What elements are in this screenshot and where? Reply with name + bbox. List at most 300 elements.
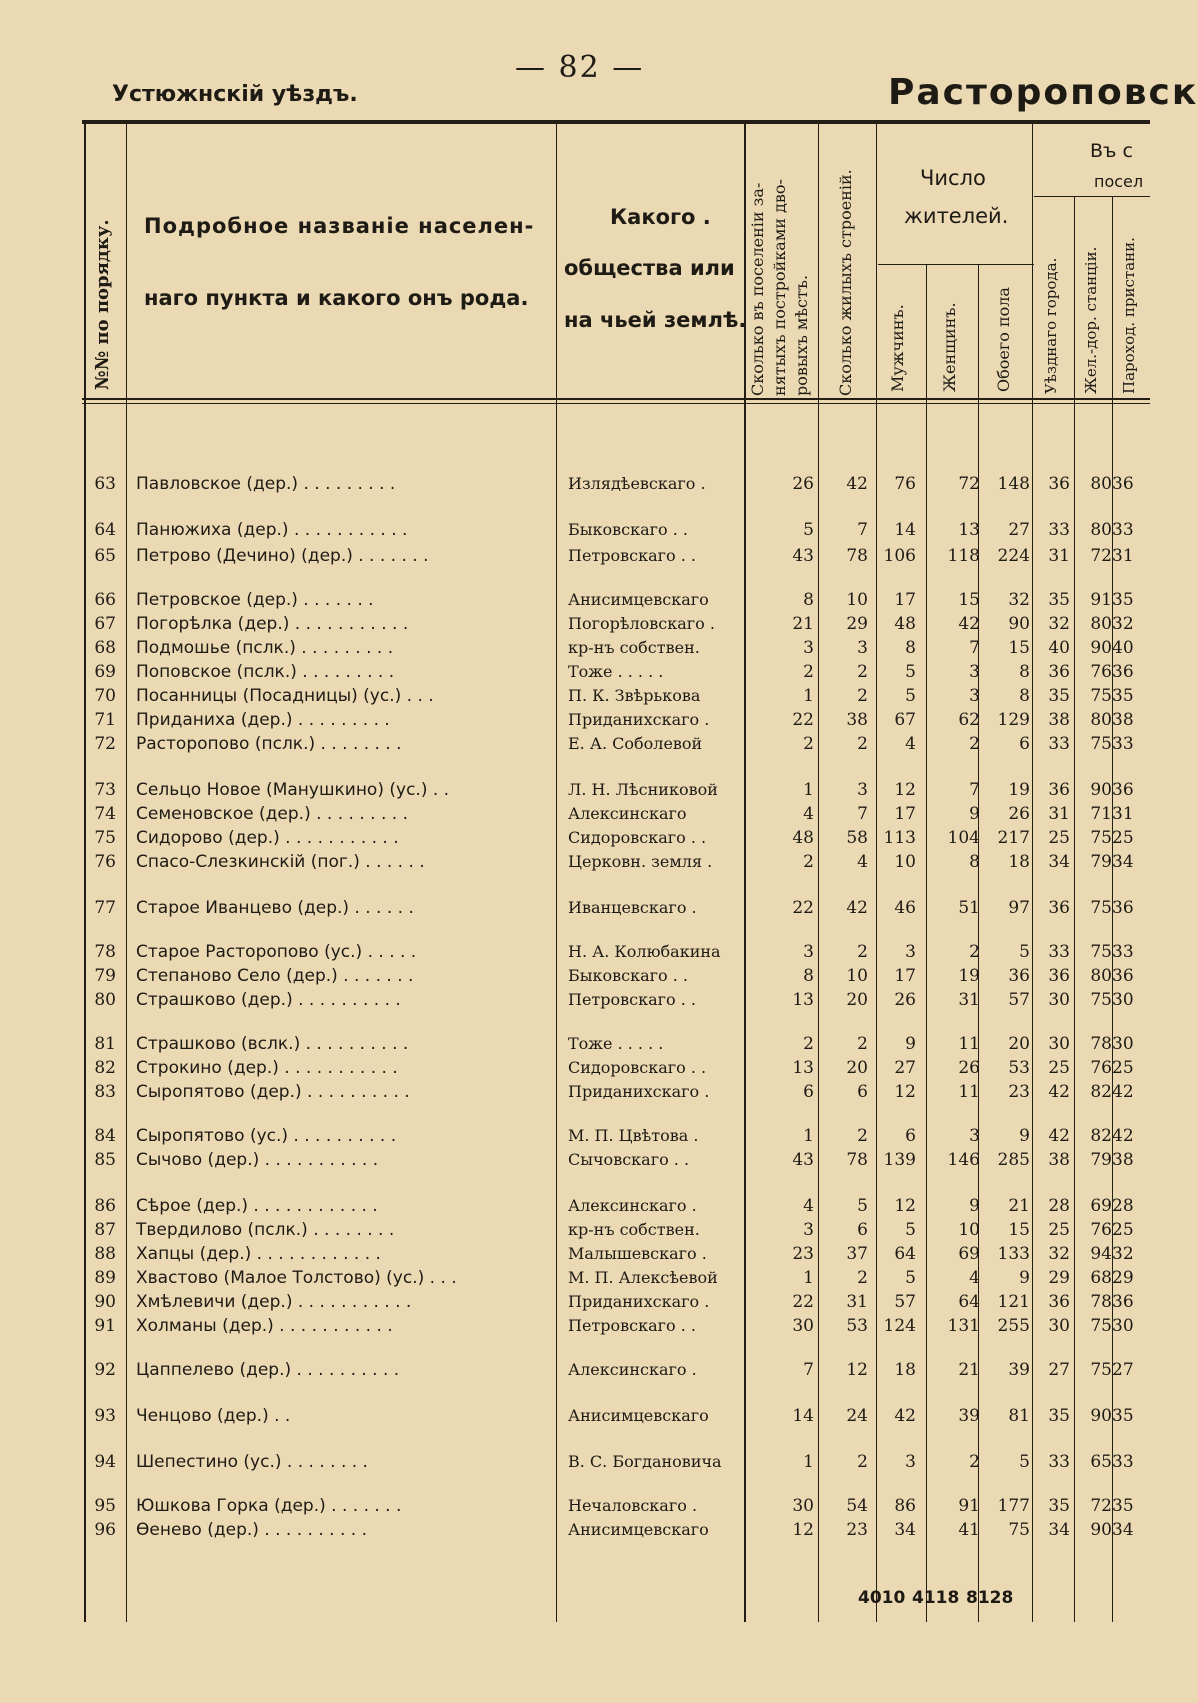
- stroeniy-count: 20: [846, 1058, 868, 1078]
- settlement-name: Сельцо Новое (Манушкино) (ус.) . .: [136, 780, 450, 800]
- dist-railway: 76: [1090, 662, 1112, 682]
- men-count: 10: [894, 852, 916, 872]
- dist-pier: 32: [1112, 614, 1134, 634]
- row-number: 71: [94, 710, 116, 730]
- women-count: 41: [958, 1520, 980, 1540]
- dvory-count: 1: [803, 1452, 814, 1472]
- dist-pier: 36: [1112, 780, 1134, 800]
- women-count: 146: [947, 1150, 980, 1170]
- women-count: 2: [969, 734, 980, 754]
- settlement-name: Холманы (дер.) . . . . . . . . . . .: [136, 1316, 393, 1336]
- stroeniy-count: 4: [857, 852, 868, 872]
- men-count: 86: [894, 1496, 916, 1516]
- dvory-count: 6: [803, 1082, 814, 1102]
- dist-uezd-town: 30: [1048, 990, 1070, 1010]
- total-count: 27: [1008, 520, 1030, 540]
- stroeniy-count: 12: [846, 1360, 868, 1380]
- stroeniy-count: 20: [846, 990, 868, 1010]
- stroeniy-count: 2: [857, 734, 868, 754]
- dist-pier: 30: [1112, 1316, 1134, 1336]
- society-name: Петровскаго . .: [568, 546, 697, 565]
- col-rule-4: [818, 122, 819, 1622]
- women-count: 2: [969, 1452, 980, 1472]
- society-name: Малышевскаго .: [568, 1244, 707, 1263]
- dvory-count: 22: [792, 898, 814, 918]
- settlement-name: Сыропятово (ус.) . . . . . . . . . .: [136, 1126, 397, 1146]
- col-rule-2: [556, 122, 557, 1622]
- dvory-count: 5: [803, 520, 814, 540]
- society-name: В. С. Богдановича: [568, 1452, 722, 1471]
- col-header-stroeniy: Сколько жилыхъ строеній.: [836, 169, 855, 396]
- row-number: 70: [94, 686, 116, 706]
- stroeniy-count: 78: [846, 1150, 868, 1170]
- dist-railway: 80: [1090, 614, 1112, 634]
- women-count: 2: [969, 942, 980, 962]
- women-count: 91: [958, 1496, 980, 1516]
- col-header-paroh: Пароход. пристани.: [1120, 237, 1138, 394]
- society-name: Петровскаго . .: [568, 1316, 697, 1335]
- row-number: 79: [94, 966, 116, 986]
- dist-uezd-town: 35: [1048, 686, 1070, 706]
- col-header-society-1: Какого .: [610, 205, 711, 229]
- dist-railway: 78: [1090, 1034, 1112, 1054]
- settlement-name: Петровское (дер.) . . . . . . .: [136, 590, 374, 610]
- dist-uezd-town: 25: [1048, 1220, 1070, 1240]
- dvory-count: 30: [792, 1316, 814, 1336]
- total-count: 39: [1008, 1360, 1030, 1380]
- settlement-name: Посанницы (Посадницы) (ус.) . . .: [136, 686, 434, 706]
- women-count: 9: [969, 1196, 980, 1216]
- row-number: 96: [94, 1520, 116, 1540]
- total-count: 36: [1008, 966, 1030, 986]
- men-count: 5: [905, 1268, 916, 1288]
- settlement-name: Старое Иванцево (дер.) . . . . . .: [136, 898, 414, 918]
- dist-railway: 80: [1090, 474, 1112, 494]
- society-name: Анисимцевскаго: [568, 590, 709, 609]
- total-count: 97: [1008, 898, 1030, 918]
- dist-railway: 90: [1090, 1406, 1112, 1426]
- men-count: 106: [883, 546, 916, 566]
- men-count: 17: [894, 590, 916, 610]
- total-count: 15: [1008, 638, 1030, 658]
- stroeniy-count: 7: [857, 804, 868, 824]
- society-name: Н. А. Колюбакина: [568, 942, 721, 961]
- men-count: 57: [894, 1292, 916, 1312]
- row-number: 95: [94, 1496, 116, 1516]
- settlement-name: Хмѣлевичи (дер.) . . . . . . . . . . .: [136, 1292, 412, 1312]
- men-count: 26: [894, 990, 916, 1010]
- total-count: 57: [1008, 990, 1030, 1010]
- society-name: Приданихскаго .: [568, 710, 710, 729]
- men-count: 48: [894, 614, 916, 634]
- total-count: 285: [997, 1150, 1030, 1170]
- col-header-zhen: Женщинъ.: [940, 302, 959, 392]
- dist-railway: 90: [1090, 1520, 1112, 1540]
- society-name: Е. А. Соболевой: [568, 734, 703, 753]
- stroeniy-count: 2: [857, 942, 868, 962]
- row-number: 63: [94, 474, 116, 494]
- dist-pier: 40: [1112, 638, 1134, 658]
- dist-uezd-town: 38: [1048, 710, 1070, 730]
- row-number: 90: [94, 1292, 116, 1312]
- dist-uezd-town: 25: [1048, 828, 1070, 848]
- stroeniy-count: 2: [857, 1126, 868, 1146]
- row-number: 77: [94, 898, 116, 918]
- society-name: Погорѣловскаго .: [568, 614, 715, 633]
- society-name: М. П. Алексѣевой: [568, 1268, 718, 1287]
- total-count: 20: [1008, 1034, 1030, 1054]
- women-count: 15: [958, 590, 980, 610]
- dvory-count: 2: [803, 734, 814, 754]
- dvory-count: 48: [792, 828, 814, 848]
- society-name: Иванцевскаго .: [568, 898, 697, 917]
- settlement-name: Ченцово (дер.) . .: [136, 1406, 291, 1426]
- stroeniy-count: 6: [857, 1082, 868, 1102]
- dvory-count: 43: [792, 1150, 814, 1170]
- women-count: 64: [958, 1292, 980, 1312]
- men-count: 17: [894, 966, 916, 986]
- settlement-name: Петрово (Дечино) (дер.) . . . . . . .: [136, 546, 429, 566]
- dist-pier: 36: [1112, 474, 1134, 494]
- men-count: 9: [905, 1034, 916, 1054]
- header-bottom-rule: [82, 398, 1150, 400]
- dist-uezd-town: 33: [1048, 942, 1070, 962]
- settlement-name: Приданиха (дер.) . . . . . . . . .: [136, 710, 390, 730]
- men-count: 18: [894, 1360, 916, 1380]
- settlement-name: Юшкова Горка (дер.) . . . . . . .: [136, 1496, 402, 1516]
- dist-uezd-town: 31: [1048, 546, 1070, 566]
- settlement-name: Страшково (дер.) . . . . . . . . . .: [136, 990, 401, 1010]
- women-count: 10: [958, 1220, 980, 1240]
- stroeniy-count: 2: [857, 1034, 868, 1054]
- dist-uezd-town: 34: [1048, 1520, 1070, 1540]
- dist-uezd-town: 33: [1048, 520, 1070, 540]
- settlement-name: Страшково (вслк.) . . . . . . . . . .: [136, 1034, 409, 1054]
- dist-railway: 75: [1090, 990, 1112, 1010]
- society-name: Анисимцевскаго: [568, 1406, 709, 1425]
- col-header-vsel-1: Въ с: [1090, 140, 1133, 162]
- dist-uezd-town: 33: [1048, 734, 1070, 754]
- row-number: 76: [94, 852, 116, 872]
- society-name: Тоже . . . . .: [568, 1034, 664, 1053]
- total-count: 5: [1019, 942, 1030, 962]
- dist-railway: 79: [1090, 1150, 1112, 1170]
- zhiteley-subrule: [878, 264, 1034, 265]
- stroeniy-count: 38: [846, 710, 868, 730]
- col-header-vsel-2: посел: [1094, 172, 1144, 191]
- society-name: Быковскаго . .: [568, 520, 688, 539]
- total-count: 9: [1019, 1126, 1030, 1146]
- dvory-count: 21: [792, 614, 814, 634]
- women-count: 9: [969, 804, 980, 824]
- total-count: 21: [1008, 1196, 1030, 1216]
- row-number: 88: [94, 1244, 116, 1264]
- stroeniy-count: 42: [846, 474, 868, 494]
- row-number: 73: [94, 780, 116, 800]
- col-header-dvory-2: нятыхъ постройками дво-: [770, 179, 789, 396]
- dvory-count: 2: [803, 852, 814, 872]
- society-name: Сидоровскаго . .: [568, 1058, 707, 1077]
- total-count: 5: [1019, 1452, 1030, 1472]
- women-count: 26: [958, 1058, 980, 1078]
- settlement-name: Подмошье (пслк.) . . . . . . . . .: [136, 638, 394, 658]
- dist-pier: 30: [1112, 1034, 1134, 1054]
- dist-uezd-town: 36: [1048, 966, 1070, 986]
- dist-railway: 76: [1090, 1220, 1112, 1240]
- society-name: Тоже . . . . .: [568, 662, 664, 681]
- dvory-count: 1: [803, 780, 814, 800]
- stroeniy-count: 53: [846, 1316, 868, 1336]
- dvory-count: 3: [803, 1220, 814, 1240]
- settlement-name: Сыропятово (дер.) . . . . . . . . . .: [136, 1082, 410, 1102]
- dist-railway: 79: [1090, 852, 1112, 872]
- society-name: П. К. Звѣрькова: [568, 686, 701, 705]
- society-name: Излядѣевскаго .: [568, 474, 706, 493]
- row-number: 72: [94, 734, 116, 754]
- society-name: Петровскаго . .: [568, 990, 697, 1009]
- col-header-num: №№ по порядку.: [92, 219, 113, 390]
- men-count: 4: [905, 734, 916, 754]
- stroeniy-count: 42: [846, 898, 868, 918]
- row-number: 91: [94, 1316, 116, 1336]
- settlement-name: Шепестино (ус.) . . . . . . . .: [136, 1452, 368, 1472]
- col-header-name-2: наго пункта и какого онъ рода.: [144, 286, 529, 310]
- uyezd-title: Устюжнскій уѣздъ.: [112, 82, 358, 107]
- women-count: 8: [969, 852, 980, 872]
- dist-pier: 34: [1112, 1520, 1134, 1540]
- stroeniy-count: 58: [846, 828, 868, 848]
- women-count: 118: [947, 546, 980, 566]
- men-count: 5: [905, 686, 916, 706]
- women-count: 3: [969, 662, 980, 682]
- dist-railway: 75: [1090, 686, 1112, 706]
- women-count: 19: [958, 966, 980, 986]
- dist-uezd-town: 36: [1048, 474, 1070, 494]
- dvory-count: 30: [792, 1496, 814, 1516]
- women-count: 51: [958, 898, 980, 918]
- society-name: Приданихскаго .: [568, 1082, 710, 1101]
- row-number: 92: [94, 1360, 116, 1380]
- dist-railway: 80: [1090, 966, 1112, 986]
- col-rule-1: [126, 122, 127, 1622]
- dist-railway: 78: [1090, 1292, 1112, 1312]
- row-number: 85: [94, 1150, 116, 1170]
- society-name: Сидоровскаго . .: [568, 828, 707, 847]
- stroeniy-count: 2: [857, 662, 868, 682]
- dist-pier: 33: [1112, 1452, 1134, 1472]
- settlement-name: Ѳенево (дер.) . . . . . . . . . .: [136, 1520, 367, 1540]
- stroeniy-count: 29: [846, 614, 868, 634]
- women-count: 131: [947, 1316, 980, 1336]
- dist-railway: 75: [1090, 1360, 1112, 1380]
- total-men: 4010: [858, 1588, 906, 1608]
- dvory-count: 1: [803, 1268, 814, 1288]
- stroeniy-count: 6: [857, 1220, 868, 1240]
- row-number: 68: [94, 638, 116, 658]
- row-number: 80: [94, 990, 116, 1010]
- stroeniy-count: 10: [846, 966, 868, 986]
- dist-pier: 36: [1112, 966, 1134, 986]
- dvory-count: 7: [803, 1360, 814, 1380]
- dist-railway: 82: [1090, 1126, 1112, 1146]
- women-count: 11: [958, 1034, 980, 1054]
- dist-railway: 90: [1090, 780, 1112, 800]
- settlement-name: Цаппелево (дер.) . . . . . . . . . .: [136, 1360, 400, 1380]
- settlement-name: Степаново Село (дер.) . . . . . . .: [136, 966, 414, 986]
- settlement-name: Старое Растoропово (ус.) . . . . .: [136, 942, 417, 962]
- dist-pier: 35: [1112, 590, 1134, 610]
- dist-pier: 29: [1112, 1268, 1134, 1288]
- settlement-name: Хапцы (дер.) . . . . . . . . . . . .: [136, 1244, 381, 1264]
- dist-uezd-town: 27: [1048, 1360, 1070, 1380]
- stroeniy-count: 2: [857, 1452, 868, 1472]
- settlement-name: Павловское (дер.) . . . . . . . . .: [136, 474, 396, 494]
- dist-pier: 25: [1112, 1058, 1134, 1078]
- women-count: 72: [958, 474, 980, 494]
- col-header-society-2: общества или: [564, 256, 735, 280]
- dist-pier: 34: [1112, 852, 1134, 872]
- dist-pier: 38: [1112, 710, 1134, 730]
- settlement-name: Растoропово (пслк.) . . . . . . . .: [136, 734, 402, 754]
- stroeniy-count: 78: [846, 546, 868, 566]
- settlement-name: Сѣрое (дер.) . . . . . . . . . . . .: [136, 1196, 378, 1216]
- stroeniy-count: 24: [846, 1406, 868, 1426]
- dist-pier: 36: [1112, 1292, 1134, 1312]
- women-count: 13: [958, 520, 980, 540]
- page-number: — 82 —: [515, 50, 645, 85]
- row-number: 74: [94, 804, 116, 824]
- men-count: 42: [894, 1406, 916, 1426]
- settlement-name: Строкино (дер.) . . . . . . . . . . .: [136, 1058, 398, 1078]
- dvory-count: 12: [792, 1520, 814, 1540]
- dist-uezd-town: 34: [1048, 852, 1070, 872]
- col-header-zhiteley-2: жителей.: [904, 204, 1009, 228]
- dvory-count: 3: [803, 942, 814, 962]
- dist-pier: 25: [1112, 828, 1134, 848]
- settlement-name: Семеновское (дер.) . . . . . . . . .: [136, 804, 408, 824]
- dist-uezd-town: 35: [1048, 1496, 1070, 1516]
- men-count: 3: [905, 942, 916, 962]
- col-header-muzh: Мужчинъ.: [888, 304, 907, 392]
- settlement-name: Твердилово (пслк.) . . . . . . . .: [136, 1220, 395, 1240]
- total-count: 121: [997, 1292, 1030, 1312]
- dist-railway: 72: [1090, 546, 1112, 566]
- dist-pier: 31: [1112, 804, 1134, 824]
- stroeniy-count: 37: [846, 1244, 868, 1264]
- dist-railway: 76: [1090, 1058, 1112, 1078]
- men-count: 34: [894, 1520, 916, 1540]
- top-rule: [82, 120, 1150, 124]
- col-header-dvory-1: Сколько въ поселеніи за-: [748, 182, 767, 396]
- row-number: 75: [94, 828, 116, 848]
- total-count: 53: [1008, 1058, 1030, 1078]
- society-name: Быковскаго . .: [568, 966, 688, 985]
- dvory-count: 1: [803, 1126, 814, 1146]
- row-number: 94: [94, 1452, 116, 1472]
- total-count: 148: [997, 474, 1030, 494]
- men-count: 5: [905, 662, 916, 682]
- stroeniy-count: 2: [857, 1268, 868, 1288]
- dist-pier: 25: [1112, 1220, 1134, 1240]
- men-count: 17: [894, 804, 916, 824]
- dist-pier: 33: [1112, 942, 1134, 962]
- dvory-count: 22: [792, 1292, 814, 1312]
- dist-uezd-town: 42: [1048, 1126, 1070, 1146]
- total-both: 8128: [966, 1588, 1014, 1608]
- dist-railway: 80: [1090, 520, 1112, 540]
- dist-pier: 38: [1112, 1150, 1134, 1170]
- col-header-zhel-dor: Жел.-дор. станціи.: [1082, 246, 1100, 394]
- women-count: 7: [969, 780, 980, 800]
- stroeniy-count: 2: [857, 686, 868, 706]
- dvory-count: 3: [803, 638, 814, 658]
- dvory-count: 26: [792, 474, 814, 494]
- society-name: Анисимцевскаго: [568, 1520, 709, 1539]
- total-count: 9: [1019, 1268, 1030, 1288]
- dist-pier: 35: [1112, 1496, 1134, 1516]
- stroeniy-count: 7: [857, 520, 868, 540]
- dist-railway: 71: [1090, 804, 1112, 824]
- dist-railway: 75: [1090, 942, 1112, 962]
- stroeniy-count: 10: [846, 590, 868, 610]
- men-count: 6: [905, 1126, 916, 1146]
- women-count: 104: [947, 828, 980, 848]
- row-number: 89: [94, 1268, 116, 1288]
- settlement-name: Сычово (дер.) . . . . . . . . . . .: [136, 1150, 379, 1170]
- society-name: Л. Н. Лѣсниковой: [568, 780, 718, 799]
- men-count: 67: [894, 710, 916, 730]
- col-rule-3: [744, 122, 746, 1622]
- dist-pier: 33: [1112, 734, 1134, 754]
- total-women: 4118: [912, 1588, 960, 1608]
- total-count: 8: [1019, 686, 1030, 706]
- row-number: 82: [94, 1058, 116, 1078]
- total-count: 6: [1019, 734, 1030, 754]
- women-count: 39: [958, 1406, 980, 1426]
- row-number: 81: [94, 1034, 116, 1054]
- total-count: 129: [997, 710, 1030, 730]
- settlement-name: Спасо-Слезкинскій (пог.) . . . . . .: [136, 852, 425, 872]
- men-count: 64: [894, 1244, 916, 1264]
- total-count: 75: [1008, 1520, 1030, 1540]
- women-count: 69: [958, 1244, 980, 1264]
- total-count: 19: [1008, 780, 1030, 800]
- settlement-name: Панюжиха (дер.) . . . . . . . . . . .: [136, 520, 408, 540]
- stroeniy-count: 31: [846, 1292, 868, 1312]
- society-name: Церковн. земля .: [568, 852, 713, 871]
- dist-uezd-town: 33: [1048, 1452, 1070, 1472]
- society-name: Алексинскаго .: [568, 1360, 697, 1379]
- men-count: 12: [894, 1196, 916, 1216]
- volost-title: Растороповск: [888, 72, 1198, 113]
- total-count: 255: [997, 1316, 1030, 1336]
- dvory-count: 8: [803, 966, 814, 986]
- settlement-name: Сидорово (дер.) . . . . . . . . . . .: [136, 828, 399, 848]
- women-count: 31: [958, 990, 980, 1010]
- dist-railway: 75: [1090, 898, 1112, 918]
- vsel-subrule: [1034, 196, 1150, 197]
- dist-uezd-town: 35: [1048, 1406, 1070, 1426]
- men-count: 124: [883, 1316, 916, 1336]
- dist-uezd-town: 31: [1048, 804, 1070, 824]
- total-count: 81: [1008, 1406, 1030, 1426]
- dist-pier: 36: [1112, 662, 1134, 682]
- total-count: 23: [1008, 1082, 1030, 1102]
- men-count: 76: [894, 474, 916, 494]
- women-count: 7: [969, 638, 980, 658]
- men-count: 14: [894, 520, 916, 540]
- row-number: 66: [94, 590, 116, 610]
